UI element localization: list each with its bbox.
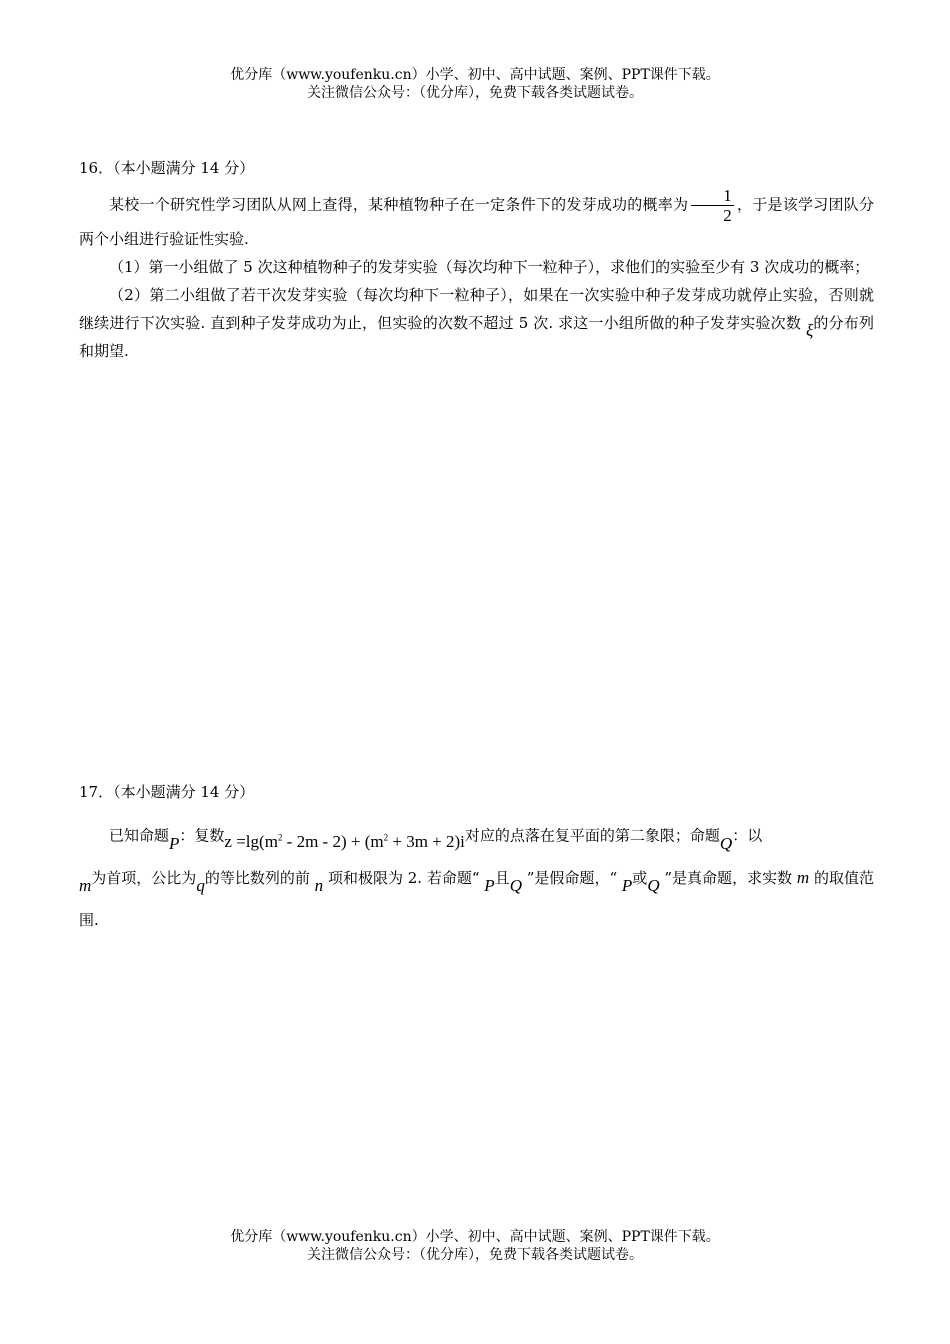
q17-text-5: 为首项，公比为: [91, 868, 197, 887]
intro-text-b: ，于是该学习团队分两个小组进行验证性实验.: [79, 195, 874, 248]
proposition-q-2: Q: [509, 875, 522, 895]
part-2-text-a: （2）第二小组做了若干次发芽实验（每次均种下一粒种子），如果在一次实验中种子发芽成功就停止实验，否则就继续进行下次实验. 直到种子发芽成功为止，但实验的次数不超过 5 次. 求这一小组所做的种子发芽实验次数: [79, 286, 874, 332]
variable-q: q: [196, 875, 205, 895]
question-17-title: 17．（本小题满分 14 分）: [79, 783, 255, 801]
footer-line-1: 优分库（www.youfenku.cn）小学、初中、高中试题、案例、PPT课件下载。: [230, 1229, 720, 1245]
question-16-title: 16．（本小题满分 14 分）: [79, 159, 255, 177]
formula-part-b: - 2m - 2) + (m: [282, 831, 384, 851]
question-16-part-1: （1）第一小组做了 5 次这种植物种子的发芽实验（每次均种下一粒种子），求他们的实验至少有 3 次成功的概率；: [109, 258, 870, 276]
proposition-q-3: Q: [647, 875, 660, 895]
question-16: [79, 158, 874, 365]
page-footer: [0, 1228, 950, 1264]
part-2-text-b: 的分布列和期望.: [79, 314, 874, 360]
formula-part-a: z =lg(m: [224, 831, 278, 851]
proposition-p: P: [169, 833, 180, 853]
q17-text-4: ：以: [732, 826, 763, 845]
xi-symbol: ξ: [805, 321, 814, 340]
formula-square-1: 2: [277, 832, 283, 842]
variable-m-2: m: [796, 867, 810, 887]
complex-number-formula: [224, 832, 464, 851]
q17-text-10: 或: [632, 868, 648, 887]
formula-square-2: 2: [383, 832, 389, 842]
q17-text-2: ：复数: [179, 826, 225, 845]
proposition-p-2: P: [484, 875, 495, 895]
variable-n: n: [314, 875, 324, 895]
footer-line-2: 关注微信公众号：（优分库），免费下载各类试题试卷。: [307, 1247, 643, 1263]
fraction-denominator: 2: [723, 206, 732, 225]
q17-text-1: 已知命题: [109, 826, 170, 845]
q17-text-7: 项和极限为 2. 若命题“: [327, 868, 480, 887]
q17-text-11: ”是真命题，求实数: [664, 868, 793, 887]
question-16-intro: [79, 186, 874, 253]
proposition-q: Q: [719, 833, 733, 853]
q17-text-12: 的取值范围.: [79, 868, 874, 929]
q17-text-9: ”是假命题，“: [526, 868, 618, 887]
question-17-body: [79, 810, 874, 941]
probability-fraction: [691, 186, 734, 225]
q17-text-3: 对应的点落在复平面的第二象限；命题: [464, 826, 720, 845]
intro-text-a: 某校一个研究性学习团队从网上查得，某种植物种子在一定条件下的发芽成功的概率为: [109, 195, 689, 214]
proposition-p-3: P: [621, 875, 633, 895]
page-header: [0, 66, 950, 102]
question-16-part-2: [79, 281, 874, 365]
formula-part-c: + 3m + 2)i: [388, 831, 465, 851]
q17-text-6: 的等比数列的前: [204, 868, 310, 887]
variable-m: m: [79, 875, 92, 895]
fraction-numerator: 1: [691, 186, 734, 206]
header-line-2: 关注微信公众号：（优分库），免费下载各类试题试卷。: [307, 85, 643, 101]
header-line-1: 优分库（www.youfenku.cn）小学、初中、高中试题、案例、PPT课件下载。: [230, 67, 720, 83]
question-17: [79, 782, 874, 941]
q17-text-8: 且: [494, 868, 510, 887]
